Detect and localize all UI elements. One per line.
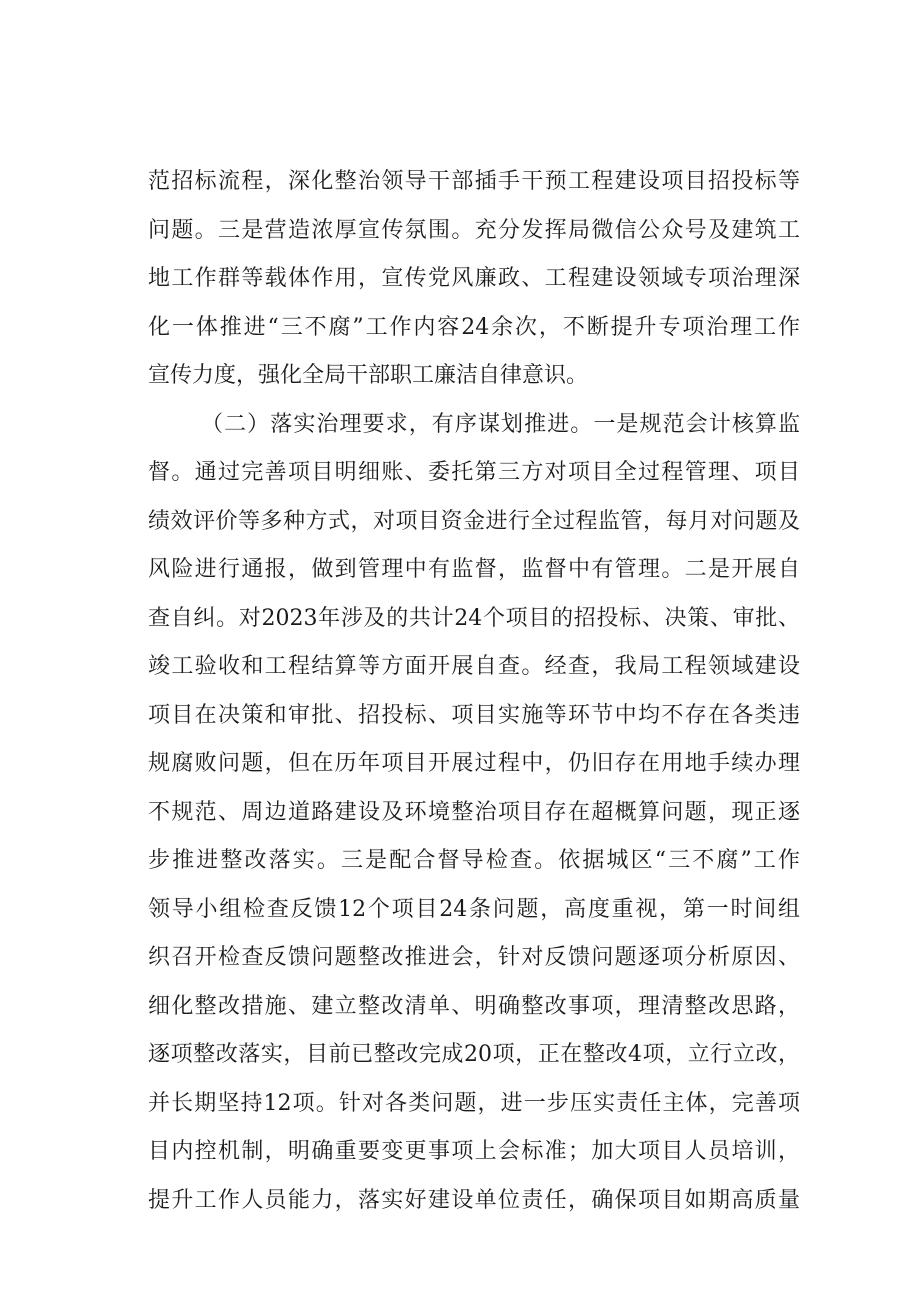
text-line: 提升工作人员能力，落实好建设单位责任，确保项目如期高质量 <box>148 1187 800 1213</box>
text-line: 织召开检查反馈问题整改推进会，针对反馈问题逐项分析原因、 <box>148 945 800 970</box>
text-line: 宣传力度，强化全局干部职工廉洁自律意识。 <box>148 363 589 388</box>
text-line: 规腐败问题，但在历年项目开展过程中，仍旧存在用地手续办理 <box>148 751 800 776</box>
text-line: 并长期坚持12项。针对各类问题，进一步压实责任主体，完善项 <box>148 1090 800 1116</box>
text-line: 竣工验收和工程结算等方面开展自查。经查，我局工程领域建设 <box>148 654 800 679</box>
body-text <box>0 158 920 1225</box>
text-line: 督。通过完善项目明细账、委托第三方对项目全过程管理、项目 <box>148 460 800 485</box>
text-line: 风险进行通报，做到管理中有监督，监督中有管理。二是开展自 <box>148 557 800 582</box>
text-line: 不规范、周边道路建设及环境整治项目存在超概算问题，现正逐 <box>148 799 800 825</box>
text-line: 领导小组检查反馈12个项目24条问题，高度重视，第一时间组 <box>148 896 800 922</box>
text-line: 步推进整改落实。三是配合督导检查。依据城区“三不腐”工作 <box>148 848 800 873</box>
text-line: 问题。三是营造浓厚宣传氛围。充分发挥局微信公众号及建筑工 <box>148 217 800 243</box>
text-line: 绩效评价等多种方式，对项目资金进行全过程监管，每月对问题及 <box>148 508 800 534</box>
text-line: 细化整改措施、建立整改清单、明确整改事项，理清整改思路， <box>148 993 800 1019</box>
text-line: 化一体推进“三不腐”工作内容24余次，不断提升专项治理工作 <box>148 314 800 340</box>
text-line: 逐项整改落实，目前已整改完成20项，正在整改4项，立行立改， <box>148 1042 800 1067</box>
text-line: 查自纠。对2023年涉及的共计24个项目的招投标、决策、审批、 <box>148 605 800 631</box>
text-line: 地工作群等载体作用，宣传党风廉政、工程建设领域专项治理深 <box>148 266 800 291</box>
text-line: 范招标流程，深化整治领导干部插手干预工程建设项目招投标等 <box>148 169 800 194</box>
text-line: 目内控机制，明确重要变更事项上会标准；加大项目人员培训， <box>148 1139 800 1164</box>
section-heading-line: （二）落实治理要求，有序谋划推进。一是规范会计核算监 <box>201 411 800 437</box>
text-line: 项目在决策和审批、招投标、项目实施等环节中均不存在各类违 <box>148 702 800 728</box>
